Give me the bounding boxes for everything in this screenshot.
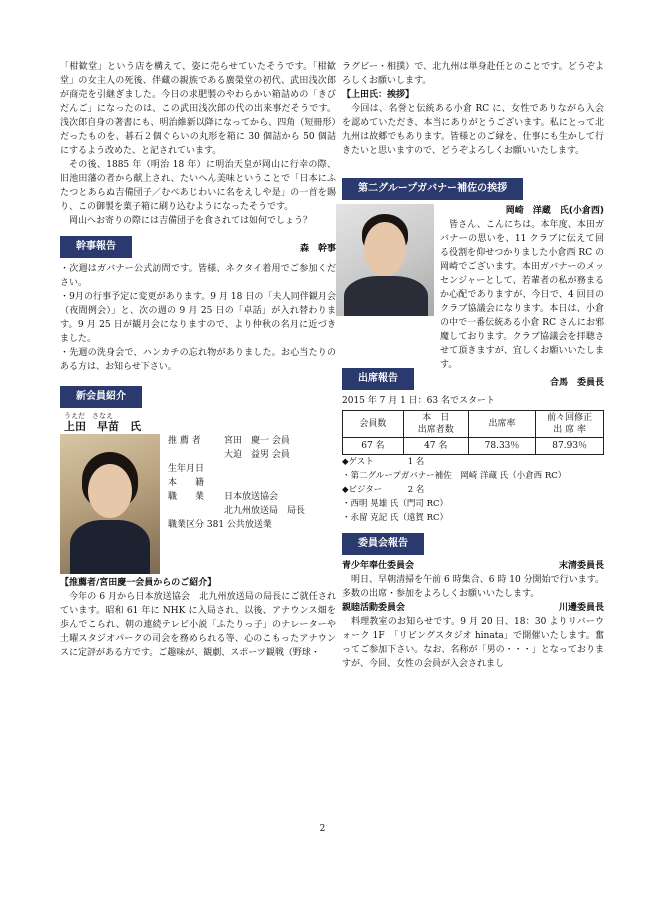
att-val-present: 47 名 — [403, 438, 468, 455]
kanji-report-header: 幹事報告 — [60, 236, 132, 258]
att-val-prev-rate: 87.93％ — [536, 438, 604, 455]
committee1-title: 青少年奉仕委員会 — [342, 561, 415, 571]
ueda-greeting-text: 今回は、名誉と伝統ある小倉 RC に、女性でありながら入会を認めていただき、本当にありがとうございます。私にとって北九州は故郷でもあります。皆様とのご縁を、仕事にも生かして行きたいと思いますので、どうぞよろしくお願いいたします。 — [342, 104, 604, 156]
att-note-2: ・第二グループガバナー補佐 岡崎 洋蔵 氏（小倉西 RC） — [342, 471, 567, 481]
att-note-4: ・西明 晃雄 氏（門司 RC） — [342, 499, 449, 509]
ueda-greeting-title: 【上田氏：挨拶】 — [342, 90, 415, 100]
committee1-chair: 末清委員長 — [558, 561, 604, 571]
committee2-chair: 川邊委員長 — [558, 603, 604, 613]
attendance-table — [342, 410, 604, 455]
gov-assistant-header: 第二グループガバナー補佐の挨拶 — [342, 178, 523, 200]
attendance-author: 合馬 委員長 — [549, 378, 604, 388]
member-photo — [60, 434, 160, 574]
committee1-text: 明日、早朝清掃を午前 6 時集合、6 時 10 分開始で行います。多数の出席・参加をよろしくお願いいたします。 — [342, 575, 604, 599]
left-column — [60, 60, 336, 660]
intro-para-2: その後、1885 年（明治 18 年）に明治天皇が岡山に行幸の際、旧池田藩の者から献上され、たいへん美味ということで「日本にふたつとあらぬ吉備団子／むべあじわいに名をえしや是」の一首を賜り、この御製を菓子箱に刷り込むようになったそうです。 — [60, 160, 336, 212]
committee-header: 委員会報告 — [342, 533, 424, 555]
attendance-header: 出席報告 — [342, 368, 414, 390]
member-ruby: うえだ さなえ — [64, 412, 113, 420]
continued-text: ラグビー・相撲）で、北九州は単身赴任とのことです。どうぞよろしくお願いします。 — [342, 62, 604, 86]
att-col-rate: 出席率 — [468, 411, 536, 438]
attendance-start: 2015 年 7 月 1 日：63 名でスタート — [342, 396, 495, 406]
kanji-item-2: ・9月の行事予定に変更があります。9 月 18 日の「夫人同伴観月会（夜間例会）」と、次の週の 9 月 25 日の「卓話」が入れ替わります。9 月 25 日が観月会になりますので、より仲秋の名月に近づきました。 — [60, 292, 336, 344]
att-col-members: 会員数 — [343, 411, 404, 438]
att-col-prev-rate: 前々回修正 出 席 率 — [536, 411, 604, 438]
right-column — [342, 60, 604, 671]
committee2-text: 料理教室のお知らせです。9 月 20 日、18：30 よりリバーウォーク 1F 「リビングスタジオ hinata」で開催いたします。奮ってご参加下さい。なお、名称が「男の・・・」となっておりますが、今回、女性の会員が入会されまし — [342, 617, 604, 669]
intro-para-1: 「柑歓堂」という店を構えて、姿に売らせていたそうです。「柑歓堂」の女主人の死後、伴藏の親族である廣榮堂の初代、武田浅次郎が商売を引継ぎました。今日の求肥製のやわらかい箱詰めの「きびだんご」になったのは、この武田浅次郎の代の出来事だそうです。浅次郎自身の著書にも、明治維新以降になってから、四角（短冊形）だったものを、碁石２個ぐらいの丸形を箱に 30 個詰から 50 個詰にするよう改めた、と記されています。 — [60, 62, 336, 156]
att-note-1: ◆ゲスト 1 名 — [342, 457, 425, 467]
att-val-members: 67 名 — [343, 438, 404, 455]
kanji-item-3: ・先週の洗身会で、ハンカチの忘れ物がありました。お心当たりのある方は、お知らせ下さい。 — [60, 348, 336, 372]
gov-assistant-photo — [336, 204, 434, 316]
recommend-title: 【推薦者/宮田慶一会員からのご紹介】 — [60, 578, 217, 588]
gov-assistant-name: 岡崎 洋蔵 氏(小倉西) — [505, 206, 604, 216]
att-note-5: ・永留 克記 氏（遠賀 RC） — [342, 513, 449, 523]
intro-para-3: 岡山へお寄りの際には吉備団子を食されては如何でしょう？ — [69, 216, 313, 226]
att-col-present: 本 日 出席者数 — [403, 411, 468, 438]
committee2-title: 親睦活動委員会 — [342, 603, 406, 613]
new-member-header: 新会員紹介 — [60, 386, 142, 408]
kanji-item-1: ・次週はガバナー公式訪問です。皆様、ネクタイ着用でご参加ください。 — [60, 264, 336, 288]
kanji-report-author: 森 幹事 — [299, 244, 336, 254]
member-name: 上田 早苗 氏 — [64, 420, 141, 433]
gov-assistant-text: 皆さん、こんにちは。本年度、本田ガバナーの思いを、11 クラブに伝えて回る役割を仰せつかりました小倉西 RC の岡崎でございます。本田ガバナーのメッセンジャーとして、若輩者の私が務まるか心配でありますが、今日で、4 回目のクラブ協議会になります。本日は、小倉の中で一番伝統ある小倉 RC さんにお邪魔しております。クラブ協議会を拝聴させて頂きますが、宜しくお願いいたします。 — [440, 220, 604, 370]
page-number: 2 — [319, 824, 326, 834]
recommend-text: 今年の 6 月から日本放送協会 北九州放送局の局長にご就任されています。昭和 61 年に NHK に入局され、以後、アナウンス畑を歩んでこられ、朝の連続テレビ小説「ふたりっ子」のナレーターや土曜スタジオパークの司会を務められる等、心のこもったアナウンスに定評がある方です。ご趣味が、観劇、スポーツ観戦（野球・ — [60, 592, 336, 658]
att-val-rate: 78.33％ — [468, 438, 536, 455]
member-info: 推 薦 者 宮田 慶一 会員 大迫 益男 会員 生年月日 本 籍 職 業 日本放送協会 北九州放送局 局長 職業区分 381 公共放送業 — [168, 436, 306, 530]
att-note-3: ◆ビジター 2 名 — [342, 485, 425, 495]
